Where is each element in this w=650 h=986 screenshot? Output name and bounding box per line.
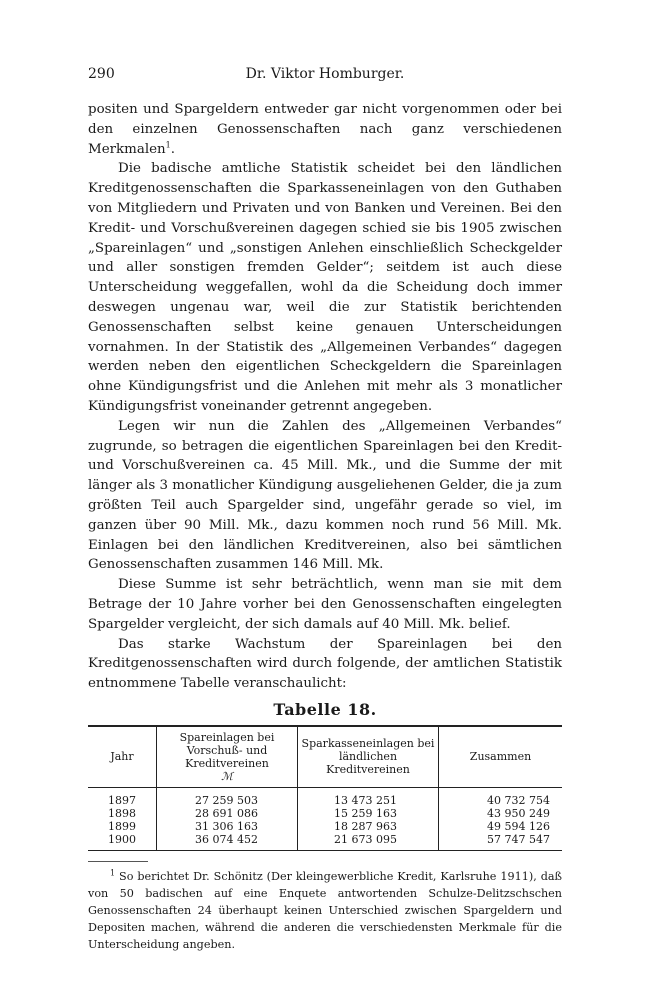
data-table (88, 725, 562, 851)
cell-total: 57 747 547 (439, 833, 563, 851)
paragraph: Das starke Wachstum der Spareinlagen bei den Kreditgenossenschaften wird durch folgende, der amtlichen Statistik entnommene Tabelle veranschaulicht: (88, 636, 562, 692)
table-header-row (88, 726, 562, 788)
header-savings-credit-unions (157, 726, 298, 788)
cell-credit-savings: 31 306 163 (157, 820, 298, 833)
footnote-body: So berichtet Dr. Schönitz (Der kleingewerbliche Kredit, Karlsruhe 1911), daß von 50 badischen auf eine Enquete antwortenden Schulze-Delitzschschen Genossenschaften 24 überhaupt keinen Unterschied zwischen Spargeldern und Depositen machen, während die anderen die verschiedensten Merkmale für die Unterscheidung angeben. (88, 869, 562, 951)
cell-credit-savings: 27 259 503 (157, 787, 298, 807)
page-number: 290 (88, 66, 115, 82)
cell-rural-savings: 18 287 963 (298, 820, 439, 833)
book-page (88, 66, 562, 953)
header-year: Jahr (110, 750, 134, 764)
cell-year: 1898 (108, 806, 136, 820)
paragraph: Legen wir nun die Zahlen des „Allgemeinen Verbandes“ zugrunde, so betragen die eigentlichen Spareinlagen bei den Kredit- und Vorschußvereinen ca. 45 Mill. Mk., und die Summe der mit länger als 3 monatlicher Kündigung ausgeliehenen Gelder, die ja zum größten Teil auch Spargelder sind, ungefähr gerade so viel, im ganzen über 90 Mill. Mk., dazu kommen noch rund 56 Mill. Mk. Einlagen bei den ländlichen Kreditvereinen, also bei sämtlichen Genossenschaften zusammen 146 Mill. Mk. (88, 418, 562, 573)
footnote (88, 868, 562, 953)
footnote-divider (88, 861, 148, 862)
cell-year: 1900 (108, 832, 136, 846)
cell-credit-savings: 28 691 086 (157, 807, 298, 820)
cell-year: 1897 (108, 793, 136, 807)
running-title: Dr. Viktor Homburger. (245, 66, 405, 82)
table-row (88, 787, 562, 807)
cell-total: 43 950 249 (439, 807, 563, 820)
cell-rural-savings: 15 259 163 (298, 807, 439, 820)
cell-rural-savings: 13 473 251 (298, 787, 439, 807)
paragraph: positen und Spargeldern entweder gar nicht vorgenommen oder bei den einzelnen Genossenschaften nach ganz verschiedenen Merkmalen$^1$. (88, 102, 562, 157)
header-rural-savings: Sparkasseneinlagen bei ländlichen Kreditvereinen (298, 726, 439, 788)
currency-unit: ℳ (221, 769, 233, 783)
cell-total: 40 732 754 (439, 787, 563, 807)
table-row (88, 807, 562, 820)
footnote-number: 1 (110, 868, 116, 878)
paragraph: Die badische amtliche Statistik scheidet bei den ländlichen Kreditgenossenschaften die Sparkasseneinlagen von den Guthaben von Mitgliedern und Privaten und von Banken und Vereinen. Bei den Kredit- und Vorschußvereinen dagegen schied sie bis 1905 zwischen „Spareinlagen“ und „sonstigen Anlehen einschließlich Scheckgelder und aller sonstigen fremden Gelder“; seitdem ist auch diese Unterscheidung weggefallen, wohl da die Scheidung doch immer deswegen ungenau war, weil die zur Statistik berichtenden Genossenschaften selbst keine genauen Unterscheidungen vornahmen. In der Statistik des „Allgemeinen Verbandes“ dagegen werden neben den eigentlichen Scheckgeldern die Spareinlagen ohne Kündigungsfrist und die Anlehen mit mehr als 3 monatlicher Kündigungsfrist voneinander getrennt angegeben. (88, 161, 562, 414)
page-header (88, 66, 562, 88)
cell-total: 49 594 126 (439, 820, 563, 833)
cell-credit-savings: 36 074 452 (157, 833, 298, 851)
header-text: Spareinlagen bei Vorschuß- und Kreditvereinen (179, 730, 275, 770)
header-total: Zusammen (439, 726, 563, 788)
footnote-marker: 1 (165, 140, 171, 150)
paragraph-text: positen und Spargeldern entweder gar nicht vorgenommen oder bei den einzelnen Genossenschaften nach ganz verschiedenen Merkmalen (88, 102, 562, 157)
table-row (88, 833, 562, 851)
table-title: Tabelle 18. (273, 699, 377, 719)
body-text (88, 100, 562, 694)
cell-rural-savings: 21 673 095 (298, 833, 439, 851)
cell-year: 1899 (108, 819, 136, 833)
table-row (88, 820, 562, 833)
paragraph: Diese Summe ist sehr beträchtlich, wenn man sie mit dem Betrage der 10 Jahre vorher bei den Genossenschaften eingelegten Spargelder vergleicht, der sich damals auf 40 Mill. Mk. belief. (88, 577, 562, 632)
footnote-text (88, 868, 562, 953)
